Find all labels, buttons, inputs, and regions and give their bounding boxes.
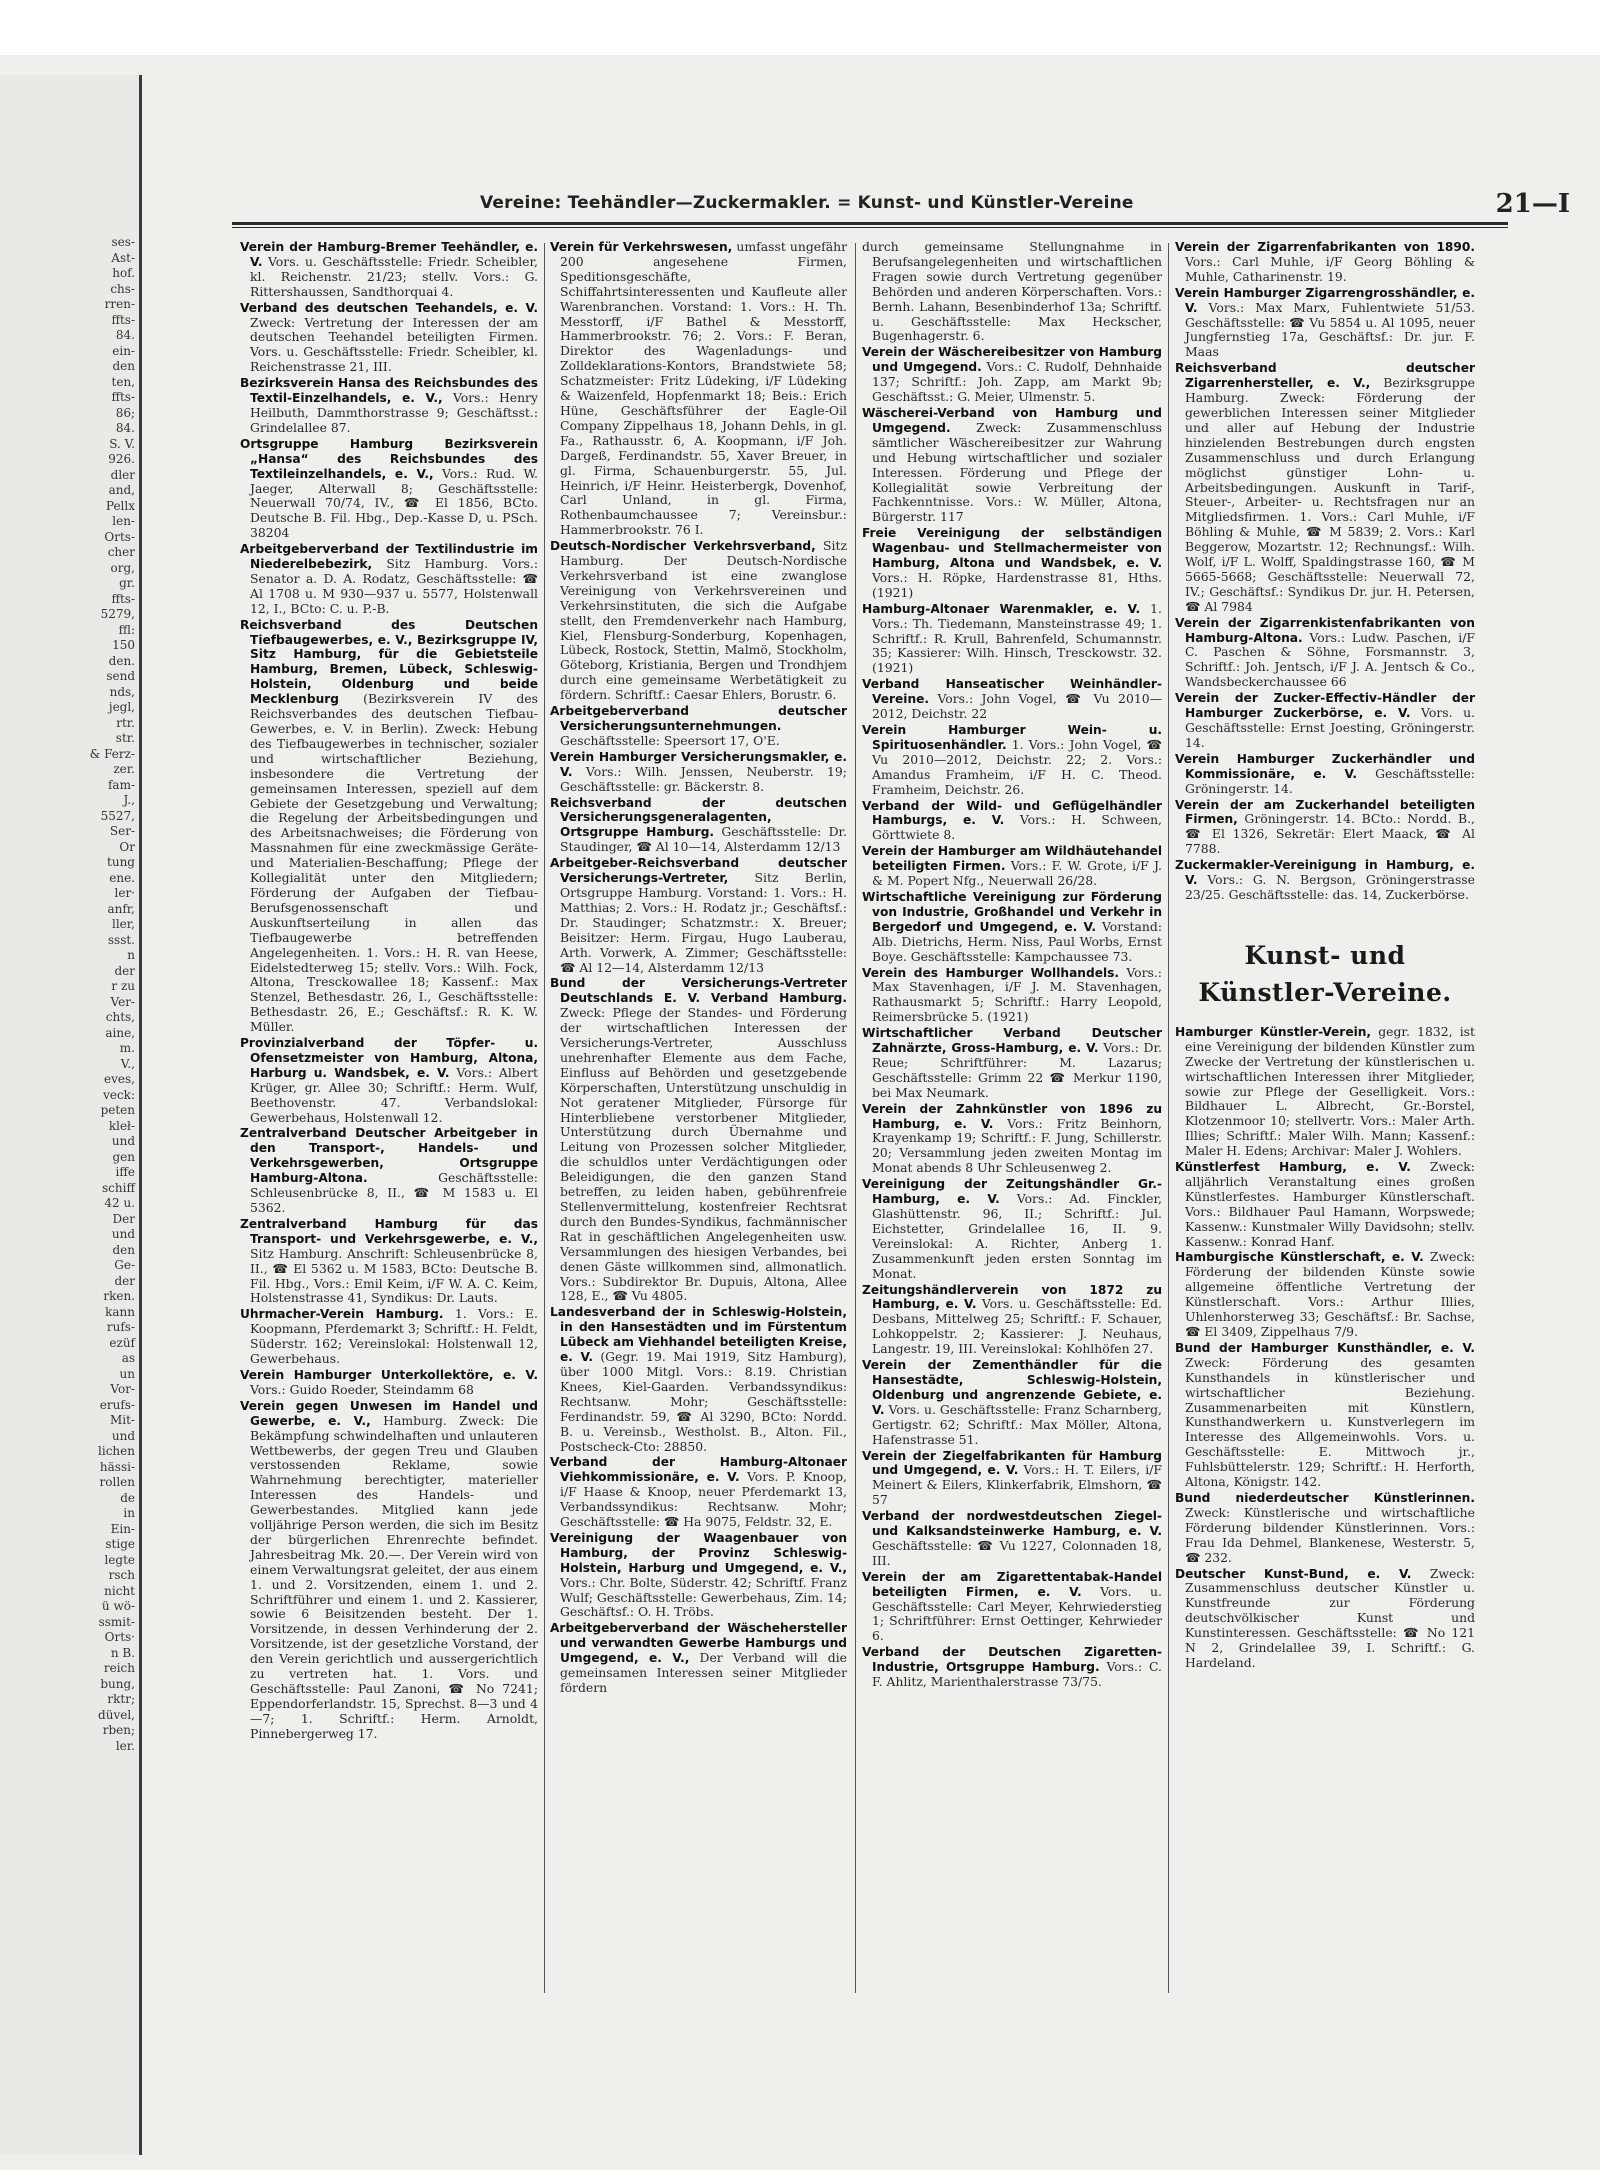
margin-fragment: 42 u. [104,1196,135,1210]
margin-fragment: tung [107,855,135,869]
margin-fragment: und [111,1227,135,1241]
directory-entry [862,1509,1162,1569]
directory-entry [862,526,1162,601]
margin-fragment: der [114,1273,135,1288]
directory-entry [550,856,847,975]
directory-entry [1175,1491,1475,1566]
margin-fragment: 86; [115,405,135,420]
margin-fragment: kleł- [108,1118,135,1133]
entry-text: Geschäftsstelle: Dr. Staudinger, ☎ Al 10—14, Alsterdamm 12/13 [560,824,847,855]
entry-name: Hamburg-Altonaer Warenmakler, e. V. [862,601,1141,616]
margin-fragment: m. [119,1041,135,1055]
entry-text: Sitz Hamburg. Vors.: Senator a. D. A. Rodatz, Geschäftsstelle: ☎ Al 1708 u. M 930—937 u. 5577, Holstenwall 12, I., BCto: C. u. P.-B. [250,556,538,616]
entry-text: Vors.: Max Stavenhagen, i/F J. M. Stavenhagen, Rathausmarkt 5; Schriftf.: Harry Leopold, Reimersbrücke 5. (1921) [872,964,1162,1025]
entry-text: Vors. P. Knoop, i/F Haase & Knoop, neuer Pferdemarkt 13, Verbandssyndikus: Rechtsanw. Mohr; Geschäftsstelle: ☎ Ha 9075, Feldstr. 32, E. [560,1469,847,1530]
margin-fragment: erufs- [99,1397,135,1412]
entry-text: Vors.: Dr. Reue; Schriftführer: M. Lazarus; Geschäftsstelle: Grimm 22 ☎ Merkur 1190, bei Max Neumark. [872,1040,1162,1100]
directory-entry [862,406,1162,525]
entry-name: Verband der Deutschen Zigaretten-Industrie, Ortsgruppe Hamburg. [862,1645,1162,1675]
margin-fragment: ene. [109,870,135,885]
directory-entry [1175,691,1475,751]
entry-name: Verein Hamburger Versicherungsmakler, e. V. [550,749,847,779]
directory-entry [240,1217,538,1306]
entry-text: Zweck: alljährlich Veranstaltung eines großen Künstlerfestes. Hamburger Künstlerschaft. Vors.: Bildhauer Paul Hamann, Worpswede; Kassenw.: Kunstmaler Willy Davidsohn; stellv. Kassenw.: Konrad Hanf. [1185,1159,1475,1249]
directory-entry [862,799,1162,844]
directory-entry [1175,286,1475,361]
entry-name: Verein der am Zigarettentabak-Handel beteiligten Firmen, e. V. [862,1569,1162,1599]
entry-text: Vorstand: Alb. Dietrichs, Herm. Niss, Paul Worbs, Ernst Boye. Geschäftsstelle: Kampchaussee 73. [872,918,1162,964]
entry-text: Zweck: Förderung der bildenden Künste sowie allgemeine öffentliche Vertretung der Künstlerschaft. Vors.: Arthur Illies, Uhlenhorsterweg 33; Geschäftsf.: Br. Sachse, ☎ El 3409, Zippelhaus 7/9. [1185,1249,1475,1339]
directory-entry [862,1358,1162,1447]
entry-text: gegr. 1832, ist eine Vereinigung der bildenden Künstler zum Zwecke der Vertretung der künstlerischen u. wirtschaftlichen Interessen ihrer Mitglieder, sowie zur Pflege der Geselligkeit. Vors.: Bildhauer L. Albrecht, Gr.-Borstel, Klotzenmoor 10; stellvertr. Vors.: Maler Arth. Illies; Schriftf.: Maler Wilh. Mann; Kassenf.: Maler H. Edens; Archivar: Maler J. Wohlers. [1185,1023,1475,1159]
header-rule [232,222,1508,225]
margin-fragment: Ge- [114,1258,135,1272]
entry-text: Vors.: G. N. Bergson, Gröningerstrasse 23/25. Geschäftsstelle: das. 14, Zuckerbörse. [1185,872,1475,902]
column-divider [544,243,545,1993]
entry-text: Vors. u. Geschäftsstelle: Franz Scharnberg, Gertigstr. 62; Schriftf.: Max Möller, Altona, Hafenstrasse 51. [872,1401,1162,1447]
margin-fragment: rken. [103,1289,135,1303]
margin-fragment: ein- [112,343,135,358]
entry-name: Verein der Ziegelfabrikanten für Hamburg und Umgegend, e. V. [862,1448,1162,1478]
margin-fragment: as [121,1351,135,1365]
directory-entry [862,1449,1162,1509]
entry-text: Bezirksgruppe Hamburg. Zweck: Förderung der gewerblichen Interessen seiner Mitglieder und aller auf Hebung der Industrie hinzielenden Bestrebungen durch engsten Zusammenschluss und durch Erlangung möglichst günstiger Lohn- u. Arbeitsbedingungen. Auskunft in Tarif-, Steuer-, Arbeiter- u. Rechtsfragen nur an Mitgliedsfirmen. 1. Vors.: Carl Muhle, i/F Böhling & Muhle, ☎ M 5839; 2. Vors.: Karl Beggerow, Mozartstr. 12; Rechnungsf.: Wilh. Wolf, i/F L. Wolff, Spaldingstrasse 160, ☎ M 5665-5668; Geschäftsstelle: Neuerwall 72, IV.; Geschäftsf.: Syndikus Dr. jur. H. Petersen, ☎ Al 7984 [1185,375,1475,614]
entry-name: Verein der Zahnkünstler von 1896 zu Hamburg, e. V. [862,1101,1162,1131]
directory-entry [550,796,847,856]
margin-fragment: reich [103,1661,135,1675]
directory-entry [862,1645,1162,1690]
entry-name: Verein für Verkehrswesen, [550,240,733,254]
margin-fragment: gr. [119,576,135,590]
entry-text: Vors.: Max Marx, Fuhlentwiete 51/53. Geschäftsstelle: ☎ Vu 5854 u. Al 1095, neuer Jungfernstieg 17a, Geschäftsf.: Dr. jur. F. Maas [1185,299,1475,360]
directory-entry [240,437,538,541]
margin-fragment: legte [104,1552,135,1567]
entry-name: Provinzialverband der Töpfer- u. Ofensetzmeister von Hamburg, Altona, Harburg u. Wandsbek, e. V. [240,1036,538,1080]
entry-text: Sitz Hamburg. Anschrift: Schleusenbrücke 8, II., ☎ El 5362 u. M 1583, BCto: Deutsche B. Fil. Hbg., Vors.: Emil Keim, i/F W. A. C. Keim, Holstenstrasse 41, Syndikus: Dr. Lauts. [250,1245,538,1306]
header-rule-thin [232,227,1508,228]
margin-fragment: zer. [113,762,135,776]
margin-fragment: chts, [105,1010,135,1024]
entry-name: Wirtschaftliche Vereinigung zur Förderung von Industrie, Großhandel und Verkehr in Bergedorf und Umgegend, e. V. [862,889,1162,934]
directory-entry [862,677,1162,722]
entry-name: Bezirksverein Hansa des Reichsbundes des Textil-Einzelhandels, e. V., [240,376,538,406]
directory-entry [550,1531,847,1620]
entry-name: Verein Hamburger Unterkollektöre, e. V. [240,1367,538,1382]
margin-fragment: den. [108,653,135,668]
margin-fragment: Orts- [104,529,135,544]
entry-name: Arbeitgeberverband der Wäschehersteller und verwandten Gewerbe Hamburgs und Umgegend, e. V., [550,1621,847,1666]
entry-name: Reichsverband deutscher Zigarrenhersteller, e. V., [1175,361,1475,391]
directory-entry [1175,240,1475,285]
entry-text: Vors.: F. W. Grote, i/F J. & M. Popert Nfg., Neuerwall 26/28. [872,858,1162,889]
entry-text: 1. Vors.: E. Koopmann, Pferdemarkt 3; Schriftf.: H. Feldt, Süderstr. 162; Vereinslokal: Holstenwall 12, Gewerbehaus. [250,1306,538,1367]
margin-fragment: ffts- [111,390,135,404]
margin-fragment: jegl, [108,700,135,714]
entry-name: Arbeitgeber-Reichsverband deutscher Versicherungs-Vertreter, [550,856,847,886]
entry-text: Geschäftsstelle: Schleusenbrücke 8, II., ☎ M 1583 u. El 5362. [250,1170,538,1215]
entry-text: Hamburg. Zweck: Die Bekämpfung schwindelhaften und unlauteren Wettbewerbs, der gegen Treu und Glauben verstossenden Reklame, sowie Wahrnehmung berechtigter, materieller Interessen des Handels- und Gewerbestandes. Mitglied kann jede volljährige Person werden, die sich im Besitz der bürgerlichen Ehrenrechte befindet. Jahresbeitrag Mk. 20.—. Der Verein wird von einem Verwaltungsrat geleitet, der aus einem 1. und 2. Vorsitzenden, einem 1. und 2. Schriftführer und einem 1. und 2. Kassierer, sowie 6 Beisitzenden besteht. Der 1. Vorsitzende, in dessen Verhinderung der 2. Vorsitzende, ist der gesetzliche Vorstand, der den Verein gerichtlich und aussergerichtlich zu vertreten hat. 1. Vors. und Geschäftsstelle: Paul Zanoni, ☎ No 7241; Eppendorferlandstr. 15, Sprechst. 8—3 und 4—7; 1. Schriftf.: Herm. Arnoldt, Pinnebergerweg 17. [250,1412,538,1741]
margin-fragment: len- [112,514,135,528]
margin-fragment: ezüf [109,1335,135,1350]
margin-fragment: chs- [110,281,135,296]
entry-name: Arbeitgeberverband deutscher Versicherungsunternehmungen. [550,704,847,733]
margin-fragment: & Ferz- [89,746,135,761]
margin-fragment: r zu [111,979,135,993]
directory-entry [862,1283,1162,1358]
directory-entry [862,1102,1162,1177]
margin-fragment: str. [115,731,135,745]
margin-fragment: rufs- [106,1320,135,1334]
entry-text: Vors.: H. T. Eilers, i/F Meinert & Eilers, Klinkerfabrik, Elmshorn, ☎ 57 [872,1462,1162,1508]
directory-entry [862,240,1162,344]
margin-fragment: den [112,1242,135,1257]
entry-name: Zentralverband Hamburg für das Transport- und Verkehrsgewerbe, e. V., [240,1216,538,1246]
entry-name: Reichsverband des Deutschen Tiefbaugewerbes, e. V., Bezirksgruppe IV, Sitz Hamburg, für die Gebietsteile Hamburg, Bremen, Lübeck, Schleswig-Holstein, Oldenburg und beide Mecklenburg [240,617,538,707]
column-4 [1175,240,1475,1672]
entry-name: Verein der Hamburger am Wildhäutehandel beteiligten Firmen. [862,844,1162,874]
margin-fragment: nds, [109,684,135,699]
margin-fragment: 5279, [100,607,135,621]
margin-fragment: ffts- [111,591,135,606]
entry-name: Landesverband der in Schleswig-Holstein, in den Hansestädten und im Fürstentum Lübeck am Viehhandel beteiligten Kreise, e. V. [550,1305,847,1365]
margin-fragment: aine, [105,1025,135,1040]
margin-fragment: n B. [110,1645,135,1660]
entry-text: Vors.: John Vogel, ☎ Vu 2010—2012, Deichstr. 22 [872,691,1162,722]
entry-name: Verein der am Zuckerhandel beteiligten Firmen, [1175,797,1475,827]
entry-text: Vors.: Henry Heilbuth, Dammthorstrasse 9; Geschäftsst.: Grindelallee 87. [250,390,538,435]
entry-text: Zweck: Künstlerische und wirtschaftliche Förderung bildender Künstlerinnen. Vors.: Frau Ida Dehmel, Blankenese, Westerstr. 5, ☎ 232. [1185,1504,1475,1565]
entry-name: Verein des Hamburger Wollhandels. [862,965,1120,980]
directory-entry [240,1126,538,1215]
margin-fragment: S. V. [109,436,135,451]
directory-entry [550,240,847,538]
margin-fragment: der [114,963,135,978]
directory-entry [240,301,538,376]
margin-fragment: fam- [107,777,135,792]
margin-fragment: hof. [112,266,135,280]
section-heading: Kunst- und Künstler-Vereine. [1198,940,1452,1007]
entry-name: Uhrmacher-Verein Hamburg. [240,1307,444,1322]
entry-name: Verein der Zucker-Effectiv-Händler der Hamburger Zuckerbörse, e. V. [1175,691,1475,721]
directory-entry [1175,1250,1475,1339]
margin-fragment: ffl: [118,622,135,637]
margin-fragment: peten [100,1103,135,1117]
margin-fragment: ü wö- [101,1599,135,1613]
entry-name: Verein Hamburger Wein- u. Spirituosenhändler. [862,723,1162,752]
entry-text: Zweck: Zusammenschluss deutscher Künstler u. Kunstfreunde zur Förderung deutschvölkischer Kunst und Kunstinteressen. Geschäftsstelle: ☎ No 121 N 2, Grindelallee 39, I. Schriftf.: G. Hardeland. [1185,1565,1475,1670]
margin-fragment: ller, [111,917,135,931]
margin-fragment: 5527, [100,808,135,823]
entry-name: Wäscherei-Verband von Hamburg und Umgegend. [862,405,1162,435]
directory-entry [862,345,1162,405]
entry-name: Zeitungshändlerverein von 1872 zu Hamburg, e. V. [862,1282,1162,1312]
directory-entry [550,750,847,795]
directory-entry [862,1026,1162,1101]
margin-fragment: n [127,948,135,962]
margin-fragment: eves, [104,1072,135,1086]
entry-text: Vors. u. Geschäftsstelle: Ed. Desbans, Mittelweg 25; Schriftf.: F. Schauer, Lohkoppelstr. 2; Kassierer: J. Neuhaus, Langestr. 19, III. Vereinslokal: Kohlhöfen 27. [872,1296,1162,1357]
margin-fragment: Pellx [105,498,135,513]
margin-fragment: Ein- [110,1521,135,1536]
entry-text: Zweck: Vertretung der Interessen der am deutschen Teehandel beteiligten Firmen. Vors. u. Geschäftsstelle: Friedr. Scheibler, kl. Reichenstrasse 21, III. [250,314,538,375]
margin-fragment: 84. [115,328,135,342]
margin-fragment: ssmit- [98,1614,135,1629]
directory-entry [862,890,1162,965]
entry-name: Verband der nordwestdeutschen Ziegel- und Kalksandsteinwerke Hamburg, e. V. [862,1509,1162,1539]
entry-name: Verein der Hamburg-Bremer Teehändler, e. V. [240,240,538,269]
entry-text: Vors.: Rud. W. Jaeger, Alterwall 8; Geschäftsstelle: Neuerwall 70/74, IV., ☎ El 1856, BCto. Deutsche B. Fil. Hbg., Dep.-Kasse D, u. PSch. 38204 [250,465,538,541]
margin-fragment: 150 [112,638,135,652]
entry-text: Sitz Hamburg. Der Deutsch-Nordische Verkehrsverband ist eine zwanglose Vereinigung von Verkehrsvereinen und Verkehrsinstituten, die sich die Aufgabe stellt, den Fremdenverkehr nach Hamburg, Kiel, Flensburg-Sonderburg, Kopenhagen, Lübeck, Rostock, Stettin, Malmö, Stockholm, Göteborg, Kristiania, Bergen und Trondhjem durch eine gemeinsame Werbetätigkeit zu fördern. Schriftf.: Caesar Ehlers, Borustr. 6. [560,538,847,703]
directory-entry [862,844,1162,889]
entry-text: Vors.: Guido Roeder, Steindamm 68 [250,1381,474,1397]
directory-entry [1175,1567,1475,1671]
entry-text: Vors.: C. Rudolf, Dehnhaide 137; Schriftf.: Joh. Zapp, am Markt 9b; Geschäftsst.: G. Meier, Ulmenstr. 5. [872,359,1162,405]
entry-name: Zentralverband Deutscher Arbeitgeber in den Transport-, Handels- und Verkehrsgewerben, Ortsgruppe Hamburg-Altona. [240,1126,538,1186]
margin-fragment: J., [123,793,135,807]
margin-fragment: den [112,359,135,373]
margin-fragment: send [106,669,135,683]
entry-name: Verband der Wild- und Geflügelhändler Hamburgs, e. V. [862,798,1162,828]
margin-fragment: rben; [102,1723,135,1737]
directory-entry [1175,1160,1475,1249]
directory-entry [550,1305,847,1454]
margin-fragment: bung, [100,1676,135,1691]
margin-fragment: ler. [115,1738,135,1753]
margin-fragment: und [111,1428,135,1443]
entry-name: Deutsch-Nordischer Verkehrsverband, [550,539,816,554]
directory-entry [1175,752,1475,797]
margin-fragment: Orts· [104,1630,135,1644]
entry-text: Zweck: Pflege der Standes- und Förderung der wirtschaftlichen Interessen der Versicherungs-Vertreter, Ausschluss unehrenhafter Elemente aus dem Fache, Einfluss auf Behörden und gesetzgebende Körperschaften, Unterstützung unschuldig in Not geratener Mitglieder, Fürsorge für Hinterbliebene verstorbener Mitglieder, Unterstützung durch Übernahme und Leitung von Prozessen solcher Mitglieder, die schuldlos unter Verdächtigungen oder Beleidigungen, die den ganzen Stand betreffen, zu leiden haben, gebührenfreie Stellenvermittelung, kostenfreier Rechtsrat durch den Bundes-Syndikus, fachmännischer Rat in geschäftlichen Angelegenheiten usw. Versammlungen des hiesigen Verbandes, bei denen Gäste willkommen sind, allmonatlich. Vors.: Subdirektor Br. Dupuis, Altona, Allee 128, E., ☎ Vu 4805. [560,1005,847,1304]
entry-text: Vors.: C. F. Ahlitz, Marienthalerstrasse 73/75. [872,1659,1162,1690]
entry-name: Deutscher Kunst-Bund, e. V. [1175,1566,1412,1581]
entry-text: Vors. u. Geschäftsstelle: Ernst Joesting, Gröningerstr. 14. [1185,705,1475,750]
margin-fragment: ssst. [107,932,135,947]
directory-entry [1175,858,1475,903]
directory-entry [550,1455,847,1530]
margin-fragment: düvel, [98,1707,135,1722]
margin-fragment: gen [112,1149,135,1164]
margin-fragment: V., [120,1056,135,1071]
margin-fragment: in [123,1506,135,1520]
margin-fragment: Or [119,839,135,854]
running-header [480,189,1570,219]
margin-fragment: stige [105,1537,135,1551]
margin-fragment: and, [108,483,135,497]
column-3 [862,240,1162,1691]
entry-text: 1. Vors.: John Vogel, ☎ Vu 2010—2012, Deichstr. 22; 2. Vors.: Amandus Framheim, i/F H. C. Theod. Framheim, Deichstr. 26. [872,736,1162,797]
entry-text: Geschäftsstelle: Gröningerstr. 14. [1185,765,1475,796]
entry-text: Sitz Berlin, Ortsgruppe Hamburg. Vorstand: 1. Vors.: H. Matthias; 2. Vors.: H. Rodatz jr.; Geschäftsf.: Dr. Staudinger; Schatzmstr.: X. Breuer; Beisitzer: Herm. Firgau, Hugo Lauberau, Arth. Vorwerk, A. Zimmer; Geschäftsstelle: ☎ Al 12—14, Alsterdamm 12/13 [560,870,847,975]
entry-name: Reichsverband der deutschen Versicherungsgeneralagenten, Ortsgruppe Hamburg. [550,795,847,840]
entry-text: Vors.: Wilh. Jenssen, Neuberstr. 19; Geschäftsstelle: gr. Bäckerstr. 8. [560,763,847,794]
entry-text: Geschäftsstelle: Speersort 17, O'E. [560,732,780,748]
entry-text: (Gegr. 19. Mai 1919, Sitz Hamburg), über 1000 Mitgl. Vors.: 8.19. Christian Knees, Kiel-Gaarden. Verbandssyndikus: Rechtsanw. Mohr; Geschäftsstelle: Ferdinandstr. 59, ☎ Al 3290, BCto: Nordd. B. u. Vereinsb., Westholst. B., Alton. Fil., Postscheck-Cto: 28850. [560,1349,847,1454]
entry-text: Zweck: Förderung des gesamten Kunsthandels in künstlerischer und wirtschaftlicher Beziehung. Zusammenarbeiten mit Künstlern, Kunsthandwerkern u. Kunstverlegern im Interesse des Allgemeinwohls. Vors. u. Geschäftsstelle: E. Mittwoch jr., Fuhlsbüttelerstr. 129; Schriftf.: H. Herforth, Altona, Königstr. 142. [1185,1354,1475,1490]
directory-entry [240,240,538,300]
margin-fragment: Ast- [111,250,135,265]
entry-name: Bund der Hamburger Kunsthändler, e. V. [1175,1340,1475,1355]
entry-text: Vors. u. Geschäftsstelle: Carl Meyer, Kehrwiederstieg 1; Schriftführer: Ernst Oettinger, Kehrwieder 6. [872,1583,1162,1644]
margin-fragment: 926. [108,452,135,466]
margin-fragment: ten, [111,374,135,389]
margin-fragment: hässi- [99,1459,135,1474]
entry-text: (Bezirksverein IV des Reichsverbandes des deutschen Tiefbau-Gewerbes, e. V. in Berlin). Zweck: Hebung des Tiefbaugewerbes in technischer, sozialer und wirtschaftlicher Beziehung, insbesondere die Vertretung der gemeinsamen Interessen, speziell auf dem Gebiete der Gesetzgebung und Verwaltung; die Regelung der Arbeitsbedingungen und des Arbeitsnachweises; die Förderung von Massnahmen für eine zweckmässige Geräte- und Materialien-Beschaffung; Pflege der Kollegialität unter den Mitgliedern; Förderung der Aufgaben der Tiefbau-Berufsgenossenschaft und Auskunftserteilung in allen das Tiefbaugewerbe betreffenden Angelegenheiten. 1. Vors.: H. R. van Heese, Eidelstedterweg 15; stellv. Vors.: Wilh. Fock, Altona, Tresckowallee 18; Kassenf.: Max Stenzel, Bethesdastr. 26, I., Geschäftsstelle: Bethesdastr. 26, E.; Geschäftsf.: R. K. W. Müller. [250,691,538,1035]
directory-entry [862,602,1162,677]
entry-name: Hamburger Künstler-Verein, [1175,1024,1372,1039]
directory-entry [240,376,538,436]
entry-name: Bund der Versicherungs-Vertreter Deutschlands E. V. Verband Hamburg. [550,976,847,1006]
entry-name: Verband der Hamburg-Altonaer Viehkommissionäre, e. V. [550,1455,847,1485]
entry-name: Wirtschaftlicher Verband Deutscher Zahnärzte, Gross-Hamburg, e. V. [862,1026,1162,1056]
entry-name: Verein der Zementhändler für die Hansestädte, Schleswig-Holstein, Oldenburg und angrenzende Gebiete, e. V. [862,1358,1162,1417]
directory-entry [862,1570,1162,1645]
margin-fragment: nicht [104,1583,135,1598]
column-divider [1168,243,1169,1993]
entry-text: umfasst ungefähr 200 angesehene Firmen, Speditionsgeschäfte, Schiffahrtsinteressenten und Kaufleute aller Warenbranchen. Vorstand: 1. Vors.: H. Th. Messtorff, i/F Bathel & Messtorff, Hammerbrookstr. 76; 2. Vors.: F. Beran, Direktor des Wagenladungs- und Zolldeklarations-Kontors, Brandstwiete 58; Schatzmeister: Fritz Lüdeking, i/F Lüdeking & Waizenfeld, Hopfenmarkt 18; Beis.: Erich Hüne, Geschäftsführer der Eagle-Oil Company Zippelhaus 18, Johann Dehls, in gl. Fa., Rathausstr. 6, A. Koopmann, i/F Joh. Dargeß, Ferdinandstr. 55, Xaver Breuer, in gl. Firma, Schauenburgerstr. 55, Jul. Heinrich, i/F Heinr. Heisterbergk, Dovenhof, Carl Unland, in gl. Firma, Rothenbaumchaussee 7; Vereinsbur.: Hammerbrookstr. 76 I. [560,239,847,538]
entry-name: Künstlerfest Hamburg, e. V. [1175,1160,1411,1175]
entry-name: Vereinigung der Waagenbauer von Hamburg, der Provinz Schleswig-Holstein, Harburg und Umgegend, e. V., [550,1530,847,1575]
entry-name: Verein der Wäschereibesitzer von Hamburg und Umgegend. [862,345,1162,375]
margin-fragment: de [120,1490,135,1505]
column-1 [240,240,538,1743]
directory-entry [550,539,847,703]
entry-name: Verein Hamburger Zuckerhändler und Kommissionäre, e. V. [1175,751,1475,781]
entry-name: Verein der Zigarrenfabrikanten von 1890. [1175,240,1475,254]
page-number: 21—I [1495,189,1570,219]
entry-name: Verband Hanseatischer Weinhändler-Vereine. [862,677,1162,707]
margin-fragment: rsch [108,1568,135,1582]
entry-text: Vors.: H. Schween, Görttwiete 8. [872,812,1162,843]
column-divider [855,243,856,1993]
entry-text: Gröningerstr. 14. BCto.: Nordd. B., ☎ El 1326, Sekretär: Elert Maack, ☎ Al 7788. [1185,811,1475,857]
directory-entry [1175,361,1475,614]
entry-name: Ortsgruppe Hamburg Bezirksverein „Hansa“ des Reichsbundes des Textileinzelhandels, e. V., [240,436,538,481]
entry-text: Der Verband will die gemeinsamen Interessen seiner Mitglieder fördern [560,1650,847,1695]
entry-text: Vors.: Chr. Bolte, Süderstr. 42; Schriftf. Franz Wulf; Geschäftsstelle: Gewerbehaus, Zim. 14; Geschäftsf.: O. H. Tröbs. [560,1574,847,1620]
margin-fragment: rktr; [107,1692,135,1706]
margin-fragment: cher [107,545,135,559]
margin-fragment: Mit- [109,1413,135,1427]
margin-fragment: lichen [98,1444,135,1458]
entry-text: Zweck: Zusammenschluss sämtlicher Wäschereibesitzer zur Wahrung und Hebung wirtschaftlicher und sozialer Interessen. Förderung und Pflege der Kollegialität sowie Verbreitung der Fachkenntnisse. Vors.: W. Müller, Altona, Bürgerstr. 117 [872,419,1162,525]
directory-entry [1175,798,1475,858]
entry-text: Vors. u. Geschäftsstelle: Friedr. Scheibler, kl. Reichenstr. 21/23; stellv. Vors.: G. Rittershaussen, Sandthorquai 4. [250,253,538,299]
directory-entry [240,1036,538,1125]
directory-entry [550,976,847,1304]
directory-entry [1175,616,1475,691]
entry-name: Hamburgische Künstlerschaft, e. V. [1175,1250,1424,1265]
entry-text: Geschäftsstelle: ☎ Vu 1227, Colonnaden 18, III. [872,1537,1162,1568]
margin-fragment: und [111,1134,135,1148]
entry-text: 1. Vors.: Th. Tiedemann, Mansteinstrasse 49; 1. Schriftf.: R. Krull, Bahrenfeld, Schumannstr. 35; Kassierer: Wilh. Hinsch, Tresckowstr. 32. (1921) [872,600,1162,676]
directory-entry [862,723,1162,798]
margin-fragment: schiff [102,1180,135,1195]
margin-fragment: rollen [99,1475,135,1489]
margin-fragment: Ser- [109,824,135,838]
margin-fragment: anfr, [107,901,135,916]
directory-entry [240,1368,538,1398]
directory-entry [240,542,538,617]
previous-page-edge [0,75,142,2155]
directory-entry [550,1621,847,1696]
directory-entry [862,1177,1162,1281]
directory-entry [240,1307,538,1367]
entry-text: Vors.: Carl Muhle, i/F Georg Böhling & Muhle, Catharinenstr. 19. [1185,253,1475,284]
column-2 [550,240,847,1697]
entry-text: Vors.: Ludw. Paschen, i/F C. Paschen & Söhne, Forsmannstr. 3, Schriftf.: Joh. Jentsch, i/F J. A. Jentsch & Co., Wandsbeckerchaussee 66 [1185,629,1475,690]
entry-text: Vors.: H. Röpke, Hardenstrasse 81, Hths. (1921) [872,569,1162,600]
margin-fragment: org, [110,560,135,575]
entry-name: Verein Hamburger Zigarrengrosshändler, e. V. [1175,285,1475,315]
entry-text: Vors.: Ad. Finckler, Glashüttenstr. 96, II.; Schriftf.: Jul. Eichstetter, Grindelallee 16, II. 9. Vereinslokal: A. Richter, Anberg 1. Zusammenkunft jeden ersten Sonntag im Monat. [872,1191,1162,1281]
margin-fragment: kann [105,1304,135,1319]
entry-name: Verein gegen Unwesen im Handel und Gewerbe, e. V., [240,1398,538,1428]
margin-fragment: 84. [115,421,135,435]
entry-name: Bund niederdeutscher Künstlerinnen. [1175,1490,1475,1505]
entry-name: Verein der Zigarrenkistenfabrikanten von Hamburg-Altona. [1175,615,1475,645]
margin-fragment: rren- [104,297,135,311]
margin-fragment: un [119,1366,135,1381]
margin-fragment: veck: [103,1087,135,1102]
entry-name: Vereinigung der Zeitungshändler Gr.-Hamburg, e. V. [862,1177,1162,1207]
entry-name: Arbeitgeberverband der Textilindustrie im Niederelbebezirk, [240,542,538,572]
margin-fragment: Der [112,1211,135,1226]
entry-name: Freie Vereinigung der selbständigen Wagenbau- und Stellmachermeister von Hamburg, Altona und Wandsbek, e. V. [862,526,1162,571]
margin-fragment: rtr. [116,715,135,730]
header-title: Vereine: Teehändler—Zuckermakler. = Kunst- und Künstler-Vereine [480,193,1134,213]
margin-fragment: ffts- [111,312,135,327]
directory-entry [862,966,1162,1026]
directory-entry [1175,1025,1475,1159]
directory-entry [240,618,538,1035]
entry-text: Vors.: Fritz Beinhorn, Krayenkamp 19; Schriftf.: F. Jung, Schillerstr. 20; Versammlung jeden zweiten Montag im Monat abends 8 Uhr Schleusenweg 2. [872,1115,1162,1176]
margin-fragment: ler· [114,886,135,900]
margin-fragment: ses- [111,235,135,249]
entry-text: Vors.: Albert Krüger, gr. Allee 30; Schriftf.: Herm. Wulf, Beethovenstr. 47. Verbandslokal: Gewerbehaus, Holstenwall 12. [250,1064,538,1125]
margin-fragment: Vor- [110,1382,135,1396]
entry-name: Verband des deutschen Teehandels, e. V. [240,300,538,315]
entry-name: Zuckermakler-Vereinigung in Hamburg, e. V. [1175,858,1475,888]
directory-entry [240,1399,538,1742]
margin-fragment: Ver- [110,994,135,1009]
directory-entry [550,704,847,749]
margin-fragment: iffe [115,1165,135,1179]
margin-fragment: dler [110,467,135,482]
entry-text: durch gemeinsame Stellungnahme in Berufsangelegenheiten und wirtschaftlichen Fragen sowie durch Vertretung gegenüber Behörden und anderen Körperschaften. Vors.: Bernh. Lahann, Besenbinderhof 13a; Schriftf. u. Geschäftsstelle: Max Heckscher, Bugenhagerstr. 6. [862,239,1162,344]
directory-entry [1175,1341,1475,1490]
